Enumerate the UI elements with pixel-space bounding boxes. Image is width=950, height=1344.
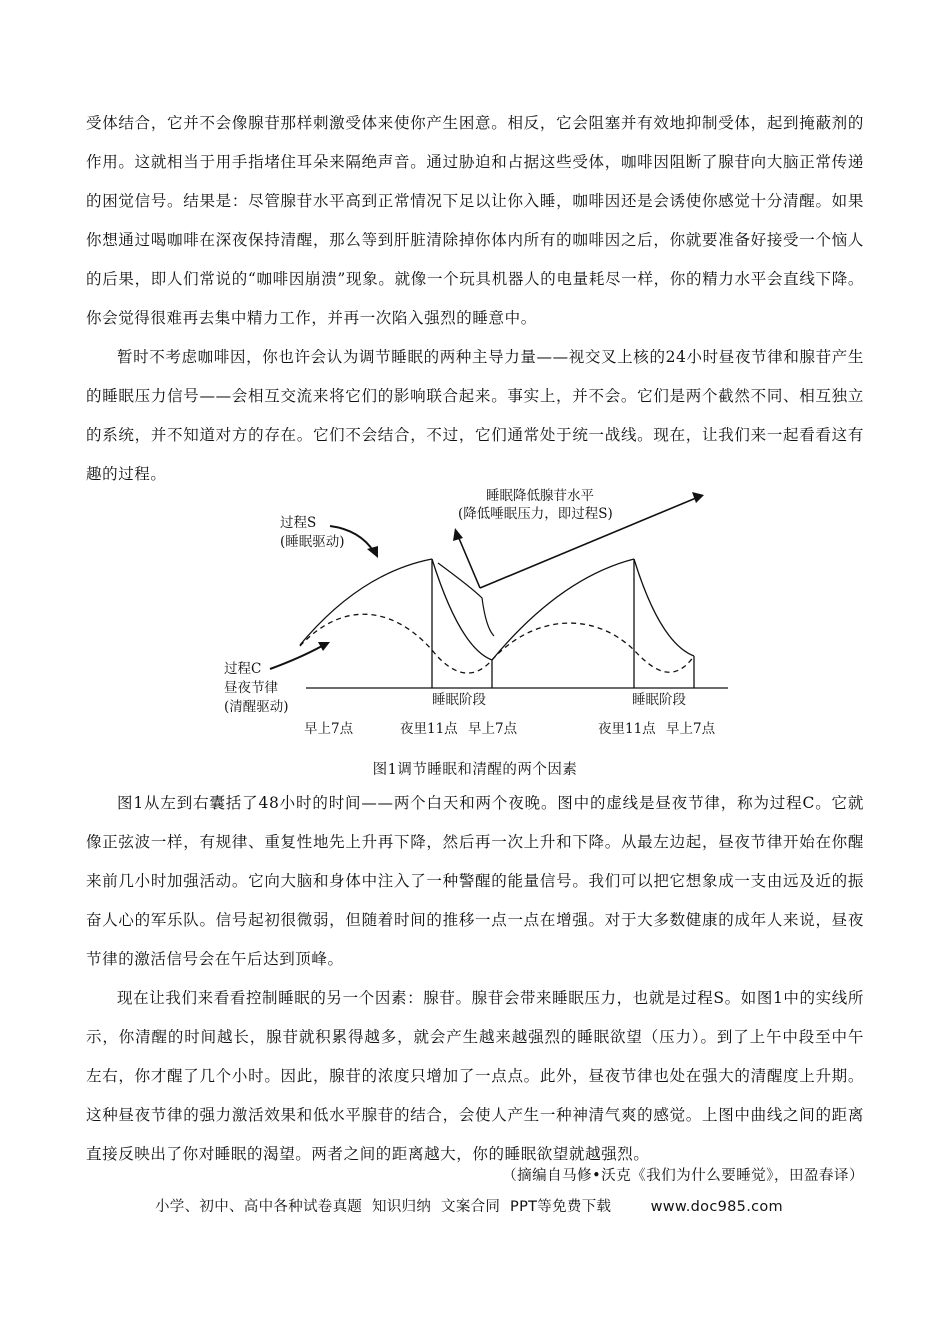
footer-text: 小学、初中、高中各种试卷真题 知识归纳 文案合同 PPT等免费下载 bbox=[155, 1199, 612, 1215]
process-c-curve bbox=[300, 614, 694, 673]
paragraph-2: 暂时不考虑咖啡因，你也许会认为调节睡眠的两种主导力量——视交叉上核的24小时昼夜节律和腺苷产生的睡眠压力信号——会相互交流来将它们的影响联合起来。事实上，并不会。它们是两个截然不同、相互独立的系统，并不知道对方的存在。它们不会结合，不过，它们通常处于统一战线。现在，让我们来一起看看这有趣的过程。 bbox=[86, 348, 864, 483]
label-time-4: 夜里11点 bbox=[598, 721, 656, 737]
body-text-top bbox=[86, 104, 864, 494]
label-time-1: 早上7点 bbox=[304, 721, 354, 737]
label-sleep-phase-2: 睡眠阶段 bbox=[632, 692, 686, 708]
citation: （摘编自马修•沃克《我们为什么要睡觉》，田盈春译） bbox=[502, 1168, 864, 1184]
paragraph-4: 现在让我们来看看控制睡眠的另一个因素：腺苷。腺苷会带来睡眠压力，也就是过程S。如图1中的实线所示，你清醒的时间越长，腺苷就积累得越多，就会产生越来越强烈的睡眠欲望（压力）。到了上午中段至中午左右，你才醒了几个小时。因此，腺苷的浓度只增加了一点点。此外，昼夜节律也处在强大的清醒度上升期。这种昼夜节律的强力激活效果和低水平腺苷的结合，会使人产生一种神清气爽的感觉。上图中曲线之间的距离直接反映出了你对睡眠的渴望。两者之间的距离越大，你的睡眠欲望就越强烈。 bbox=[86, 989, 864, 1163]
paragraph-3: 图1从左到右囊括了48小时的时间——两个白天和两个夜晚。图中的虚线是昼夜节律，称为过程C。它就像正弦波一样，有规律、重复性地先上升再下降，然后再一次上升和下降。从最左边起，昼夜节律开始在你醒来前几小时加强活动。它向大脑和身体中注入了一种警醒的能量信号。我们可以把它想象成一支由远及近的振奋人心的军乐队。信号起初很微弱，但随着时间的推移一点一点在增强。对于大多数健康的成年人来说，昼夜节律的激活信号会在午后达到顶峰。 bbox=[86, 794, 864, 968]
process-s-curve-day1 bbox=[300, 559, 432, 645]
figure-diagram bbox=[210, 478, 750, 748]
label-sleep-reduces-1: 睡眠降低腺苷水平 bbox=[486, 488, 594, 504]
arrow-process-s-head bbox=[367, 546, 378, 558]
footer bbox=[155, 1195, 783, 1216]
arrow-sleep-reduces-right-head bbox=[692, 492, 704, 503]
label-time-3: 早上7点 bbox=[468, 721, 518, 737]
figure-sleep-regulation bbox=[210, 478, 750, 748]
footer-url[interactable]: www.doc985.com bbox=[650, 1199, 783, 1215]
label-process-c-3: (清醒驱动) bbox=[224, 699, 289, 715]
body-text-bottom bbox=[86, 784, 864, 1174]
label-process-s-2: (睡眠驱动) bbox=[280, 534, 345, 550]
label-process-c-1: 过程C bbox=[224, 661, 262, 677]
process-s-decline-1 bbox=[432, 559, 492, 660]
label-process-c-2: 昼夜节律 bbox=[224, 680, 278, 696]
arrow-process-c bbox=[270, 646, 322, 669]
process-s-decline-2 bbox=[634, 559, 694, 656]
figure-caption: 图1调节睡眠和清醒的两个因素 bbox=[372, 762, 578, 778]
label-process-s-1: 过程S bbox=[280, 515, 317, 531]
label-sleep-phase-1: 睡眠阶段 bbox=[432, 692, 486, 708]
label-time-5: 早上7点 bbox=[666, 721, 716, 737]
label-time-2: 夜里11点 bbox=[400, 721, 458, 737]
label-sleep-reduces-2: (降低唾眠压力，即过程S) bbox=[458, 506, 613, 522]
paragraph-1: 受体结合，它并不会像腺苷那样刺激受体来使你产生困意。相反，它会阻塞并有效地抑制受体，起到掩蔽剂的作用。这就相当于用手指堵住耳朵来隔绝声音。通过胁迫和占据这些受体，咖啡因阻断了腺苷向大脑正常传递的困觉信号。结果是：尽管腺苷水平高到正常情况下足以让你入睡，咖啡因还是会诱使你感觉十分清醒。如果你想通过喝咖啡在深夜保持清醒，那么等到肝脏清除掉你体内所有的咖啡因之后，你就要准备好接受一个恼人的后果，即人们常说的“咖啡因崩溃”现象。就像一个玩具机器人的电量耗尽一样，你的精力水平会直线下降。你会觉得很难再去集中精力工作，并再一次陷入强烈的睡意中。 bbox=[86, 114, 864, 327]
arrow-sleep-reduces-left-head bbox=[453, 528, 463, 541]
